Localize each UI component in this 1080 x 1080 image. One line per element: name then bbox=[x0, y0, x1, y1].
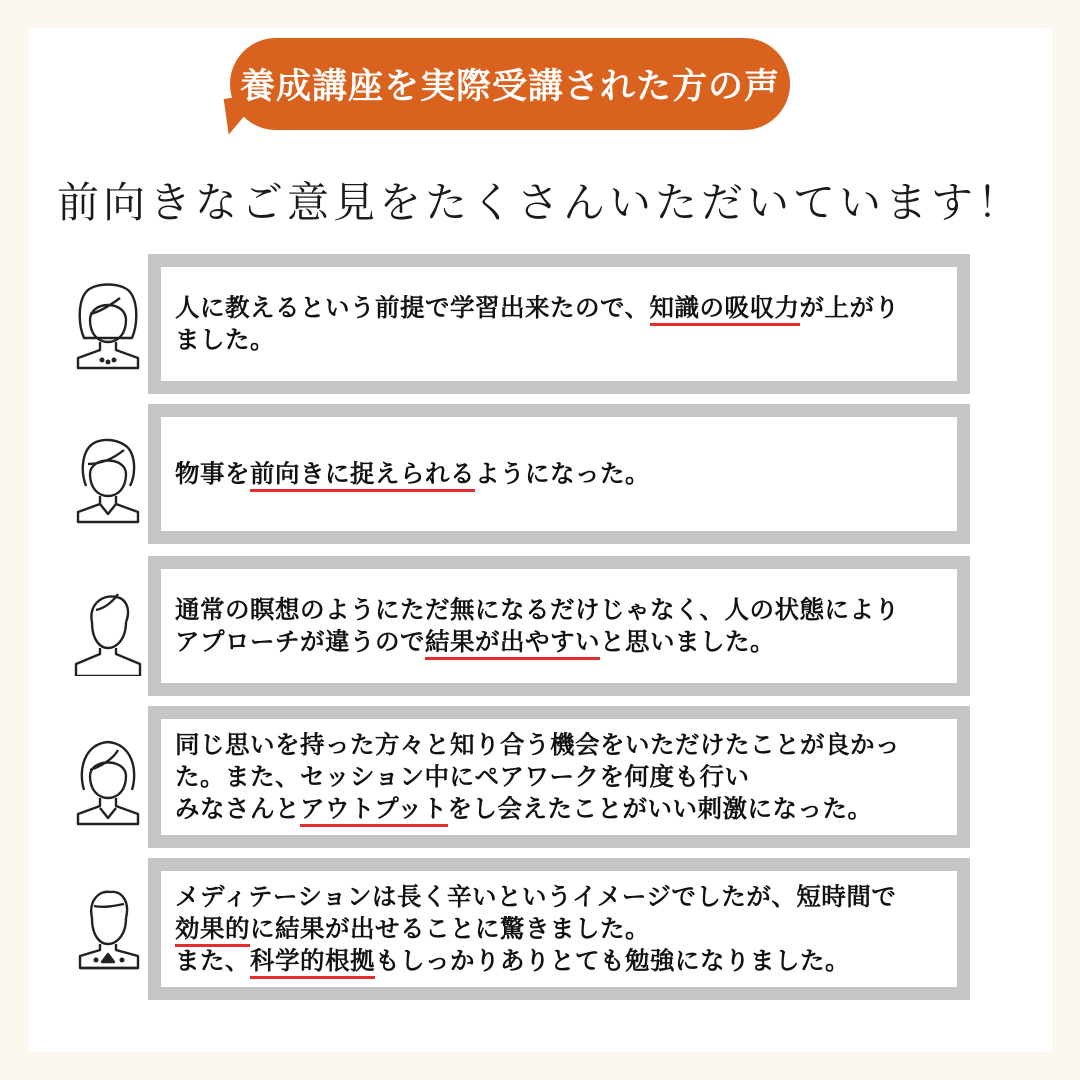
text-segment: 物事を bbox=[175, 459, 250, 488]
text-segment: に結果が出せることに驚きました。 bbox=[250, 914, 650, 943]
text-segment: みなさんと bbox=[175, 794, 300, 823]
testimonial-text bbox=[175, 292, 900, 356]
text-segment: また、 bbox=[175, 946, 250, 975]
testimonial-box bbox=[148, 706, 970, 848]
testimonial-line bbox=[175, 761, 900, 793]
highlighted-phrase: 科学的根拠 bbox=[250, 946, 375, 979]
testimonial-line bbox=[175, 945, 896, 977]
testimonial-box bbox=[148, 556, 970, 696]
man-suit-icon bbox=[70, 884, 146, 974]
testimonial-line bbox=[175, 729, 900, 761]
text-segment: た。また、セッション中にペアワークを何度も行い bbox=[175, 762, 750, 791]
woman-short-hair-icon bbox=[70, 434, 146, 524]
text-segment: と思いました。 bbox=[600, 627, 775, 656]
speech-bubble-heading bbox=[230, 38, 790, 130]
text-segment: アプローチが違うので bbox=[175, 627, 425, 656]
testimonial-line bbox=[175, 458, 650, 490]
testimonial-line bbox=[175, 594, 900, 626]
heading-title: 養成講座を実際受講された方の声 bbox=[239, 67, 780, 107]
woman-long-hair-icon bbox=[70, 280, 146, 370]
text-segment: 同じ思いを持った方々と知り合う機会をいただけたことが良かっ bbox=[175, 730, 900, 759]
page-subtitle: 前向きなご意見をたくさんいただいています！ bbox=[56, 178, 1023, 227]
testimonial-box bbox=[148, 404, 970, 544]
testimonial-line bbox=[175, 913, 896, 945]
highlighted-phrase: 知識の吸収力 bbox=[650, 293, 800, 326]
highlighted-phrase: 効果的 bbox=[175, 914, 250, 947]
testimonial-line bbox=[175, 324, 900, 356]
text-segment: 人に教えるという前提で学習出来たので、 bbox=[175, 293, 650, 322]
testimonial-line bbox=[175, 881, 896, 913]
text-segment: ました。 bbox=[175, 325, 275, 354]
testimonial-text bbox=[175, 881, 896, 977]
highlighted-phrase: 前向きに捉えられる bbox=[250, 459, 475, 492]
man-icon bbox=[70, 586, 146, 676]
text-segment: もしっかりありとても勉強になりました。 bbox=[375, 946, 850, 975]
testimonial-line bbox=[175, 626, 900, 658]
testimonial-box bbox=[148, 858, 970, 1000]
testimonial-text bbox=[175, 729, 900, 825]
highlighted-phrase: アウトプット bbox=[300, 794, 448, 827]
testimonial-line bbox=[175, 793, 900, 825]
testimonial-box bbox=[148, 254, 970, 394]
testimonial-text bbox=[175, 458, 650, 490]
testimonial-line bbox=[175, 292, 900, 324]
text-segment: 通常の瞑想のようにただ無になるだけじゃなく、人の状態により bbox=[175, 595, 900, 624]
testimonial-text bbox=[175, 594, 900, 658]
text-segment: ようになった。 bbox=[475, 459, 650, 488]
text-segment: が上がり bbox=[799, 293, 900, 322]
text-segment: をし会えたことがいい刺激になった。 bbox=[447, 794, 873, 823]
woman-bob-hair-icon bbox=[70, 736, 146, 826]
highlighted-phrase: 結果が出やすい bbox=[425, 627, 600, 660]
text-segment: メディテーションは長く辛いというイメージでしたが、短時間で bbox=[175, 882, 897, 911]
